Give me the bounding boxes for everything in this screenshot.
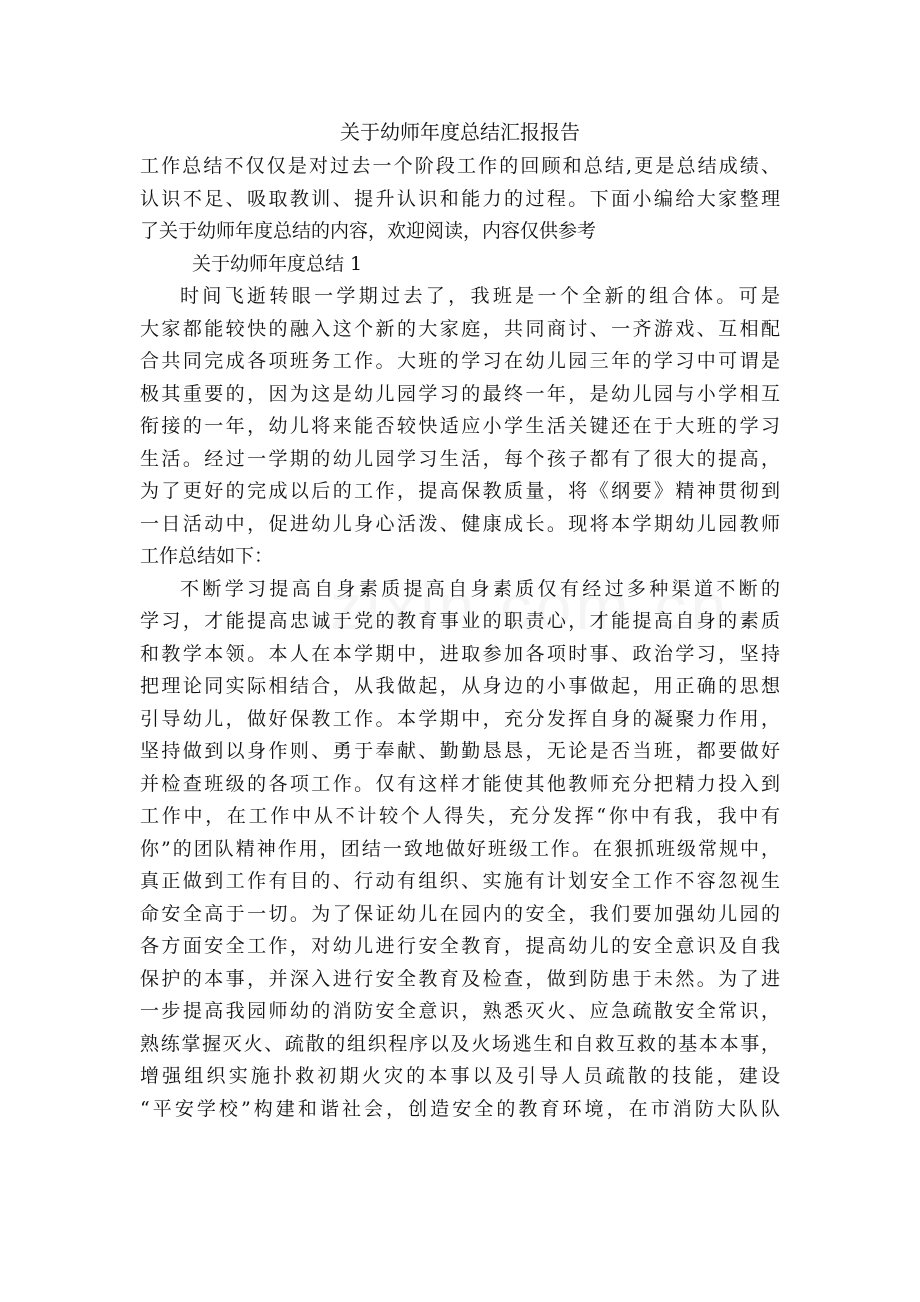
paragraph-line: 熟练掌握灭火、疏散的组织程序以及火场逃生和自救互救的基本本事， bbox=[140, 1032, 780, 1055]
paragraph-line: 把理论同实际相结合，从我做起，从身边的小事做起，用正确的思想 bbox=[140, 675, 780, 697]
section-heading: 关于幼师年度总结 1 bbox=[192, 252, 363, 275]
paragraph-line: 为了更好的完成以后的工作，提高保教质量，将《纲要》精神贯彻到 bbox=[140, 480, 780, 502]
paragraph-line: 命安全高于一切。为了保证幼儿在园内的安全，我们要加强幼儿园的 bbox=[140, 902, 780, 925]
intro-line: 认识不足、吸取教训、提升认识和能力的过程。下面小编给大家整理 bbox=[140, 187, 780, 210]
intro-line: 工作总结不仅仅是对过去一个阶段工作的回顾和总结,更是总结成绩、 bbox=[140, 155, 780, 177]
paragraph-line: 生活。经过一学期的幼儿园学习生活，每个孩子都有了很大的提高， bbox=[140, 447, 780, 470]
paragraph-line: 真正做到工作有目的、行动有组织、实施有计划安全工作不容忽视生 bbox=[140, 870, 780, 892]
paragraph-line: 学习，才能提高忠诚于党的教育事业的职责心，才能提高自身的素质 bbox=[140, 610, 780, 632]
paragraph-line: 工作总结如下： bbox=[140, 545, 274, 567]
paragraph-line: 保护的本事，并深入进行安全教育及检查，做到防患于未然。为了进 bbox=[140, 967, 780, 990]
paragraph-line: 坚持做到以身作则、勇于奉献、勤勤恳恳，无论是否当班，都要做好 bbox=[140, 740, 780, 762]
paragraph-line: 一步提高我园师幼的消防安全意识，熟悉灭火、应急疏散安全常识， bbox=[140, 1000, 780, 1022]
paragraph-line: 并检查班级的各项工作。仅有这样才能使其他教师充分把精力投入到 bbox=[140, 772, 780, 795]
paragraph-line: 你”的团队精神作用，团结一致地做好班级工作。在狠抓班级常规中， bbox=[140, 837, 780, 860]
document-body bbox=[140, 150, 780, 1125]
paragraph-line: 合共同完成各项班务工作。大班的学习在幼儿园三年的学习中可谓是 bbox=[140, 350, 780, 372]
intro-line: 了关于幼师年度总结的内容，欢迎阅读，内容仅供参考 bbox=[140, 220, 597, 242]
paragraph-line: 不断学习提高自身素质提高自身素质仅有经过多种渠道不断的 bbox=[180, 577, 780, 600]
paragraph-line: 增强组织实施扑救初期火灾的本事以及引导人员疏散的技能，建设 bbox=[140, 1065, 780, 1087]
paragraph-line: 大家都能较快的融入这个新的大家庭，共同商讨、一齐游戏、互相配 bbox=[140, 317, 780, 340]
paragraph-line: “平安学校”构建和谐社会，创造安全的教育环境，在市消防大队队 bbox=[140, 1097, 780, 1120]
document-title: 关于幼师年度总结汇报报告 bbox=[340, 120, 580, 144]
paragraph-line: 时间飞逝转眼一学期过去了，我班是一个全新的组合体。可是 bbox=[180, 285, 780, 307]
paragraph-line: 和教学本领。本人在本学期中，进取参加各项时事、政治学习，坚持 bbox=[140, 642, 780, 665]
paragraph-line: 衔接的一年，幼儿将来能否较快适应小学生活关键还在于大班的学习 bbox=[140, 415, 780, 437]
paragraph-line: 一日活动中，促进幼儿身心活泼、健康成长。现将本学期幼儿园教师 bbox=[140, 512, 780, 535]
paragraph-line: 工作中，在工作中从不计较个人得失，充分发挥“你中有我，我中有 bbox=[140, 805, 780, 827]
paragraph-line: 极其重要的，因为这是幼儿园学习的最终一年，是幼儿园与小学相互 bbox=[140, 382, 780, 405]
paragraph-line: 引导幼儿，做好保教工作。本学期中，充分发挥自身的凝聚力作用， bbox=[140, 707, 780, 730]
paragraph-line: 各方面安全工作，对幼儿进行安全教育，提高幼儿的安全意识及自我 bbox=[140, 935, 780, 957]
